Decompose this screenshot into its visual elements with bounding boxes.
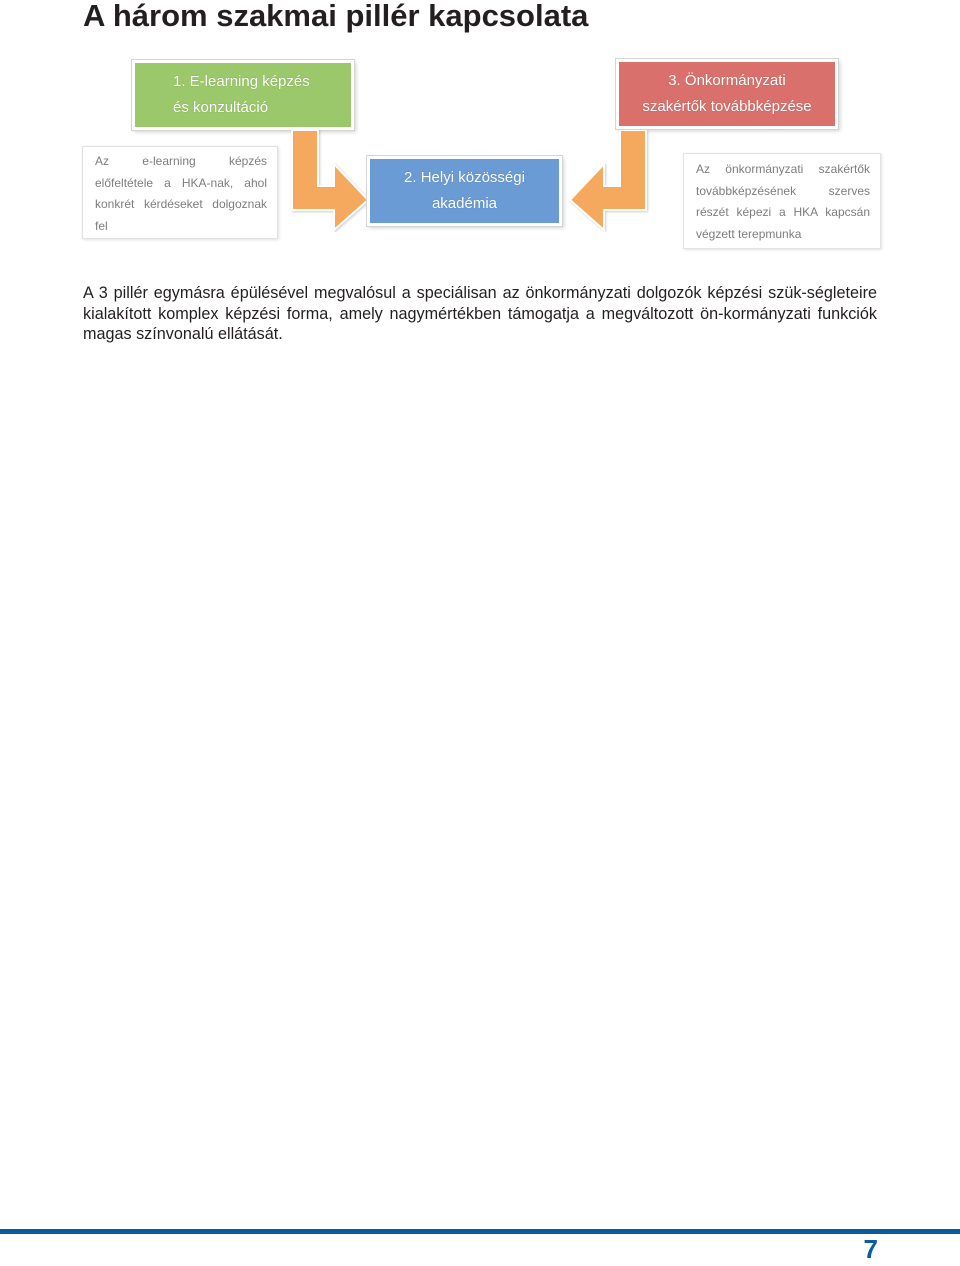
note-expert-training: Az önkormányzati szakértők továbbképzésének szerves részét képezi a HKA kapcsán végzett terepmunka (683, 153, 881, 249)
footer-rule (0, 1229, 960, 1234)
pillar-box-expert-training-line2: szakértők továbbképzése (642, 98, 812, 115)
pillar-diagram (80, 50, 880, 255)
pillar-box-elearning-line2: és konzultáció (173, 99, 269, 116)
pillar-box-expert-training (616, 59, 838, 129)
pillar-box-academy-line2: akadémia (431, 195, 498, 212)
pillar-box-academy (367, 156, 562, 226)
body-paragraph: A 3 pillér egymásra épülésével megvalósul a speciálisan az önkormányzati dolgozók képzési szük-ségleteire kialakított komplex képzési forma, amely nagymértékben támogatja a megváltozott ön-kormányzati funkciók magas színvonalú ellátását. (83, 284, 877, 343)
bent-arrow-left-icon (568, 130, 664, 232)
bent-arrow-right-icon (274, 130, 370, 232)
pillar-box-elearning-line1: 1. E-learning képzés (173, 73, 310, 90)
page-number: 7 (863, 1234, 878, 1264)
pillar-box-academy-line1: 2. Helyi közösségi (404, 169, 525, 186)
note-elearning: Az e-learning képzés előfeltétele a HKA-nak, ahol konkrét kérdéseket dolgoznak fel (82, 146, 278, 239)
pillar-box-expert-training-line1: 3. Önkormányzati (668, 72, 786, 89)
page-title: A három szakmai pillér kapcsolata (83, 0, 589, 33)
pillar-box-elearning (132, 60, 354, 130)
